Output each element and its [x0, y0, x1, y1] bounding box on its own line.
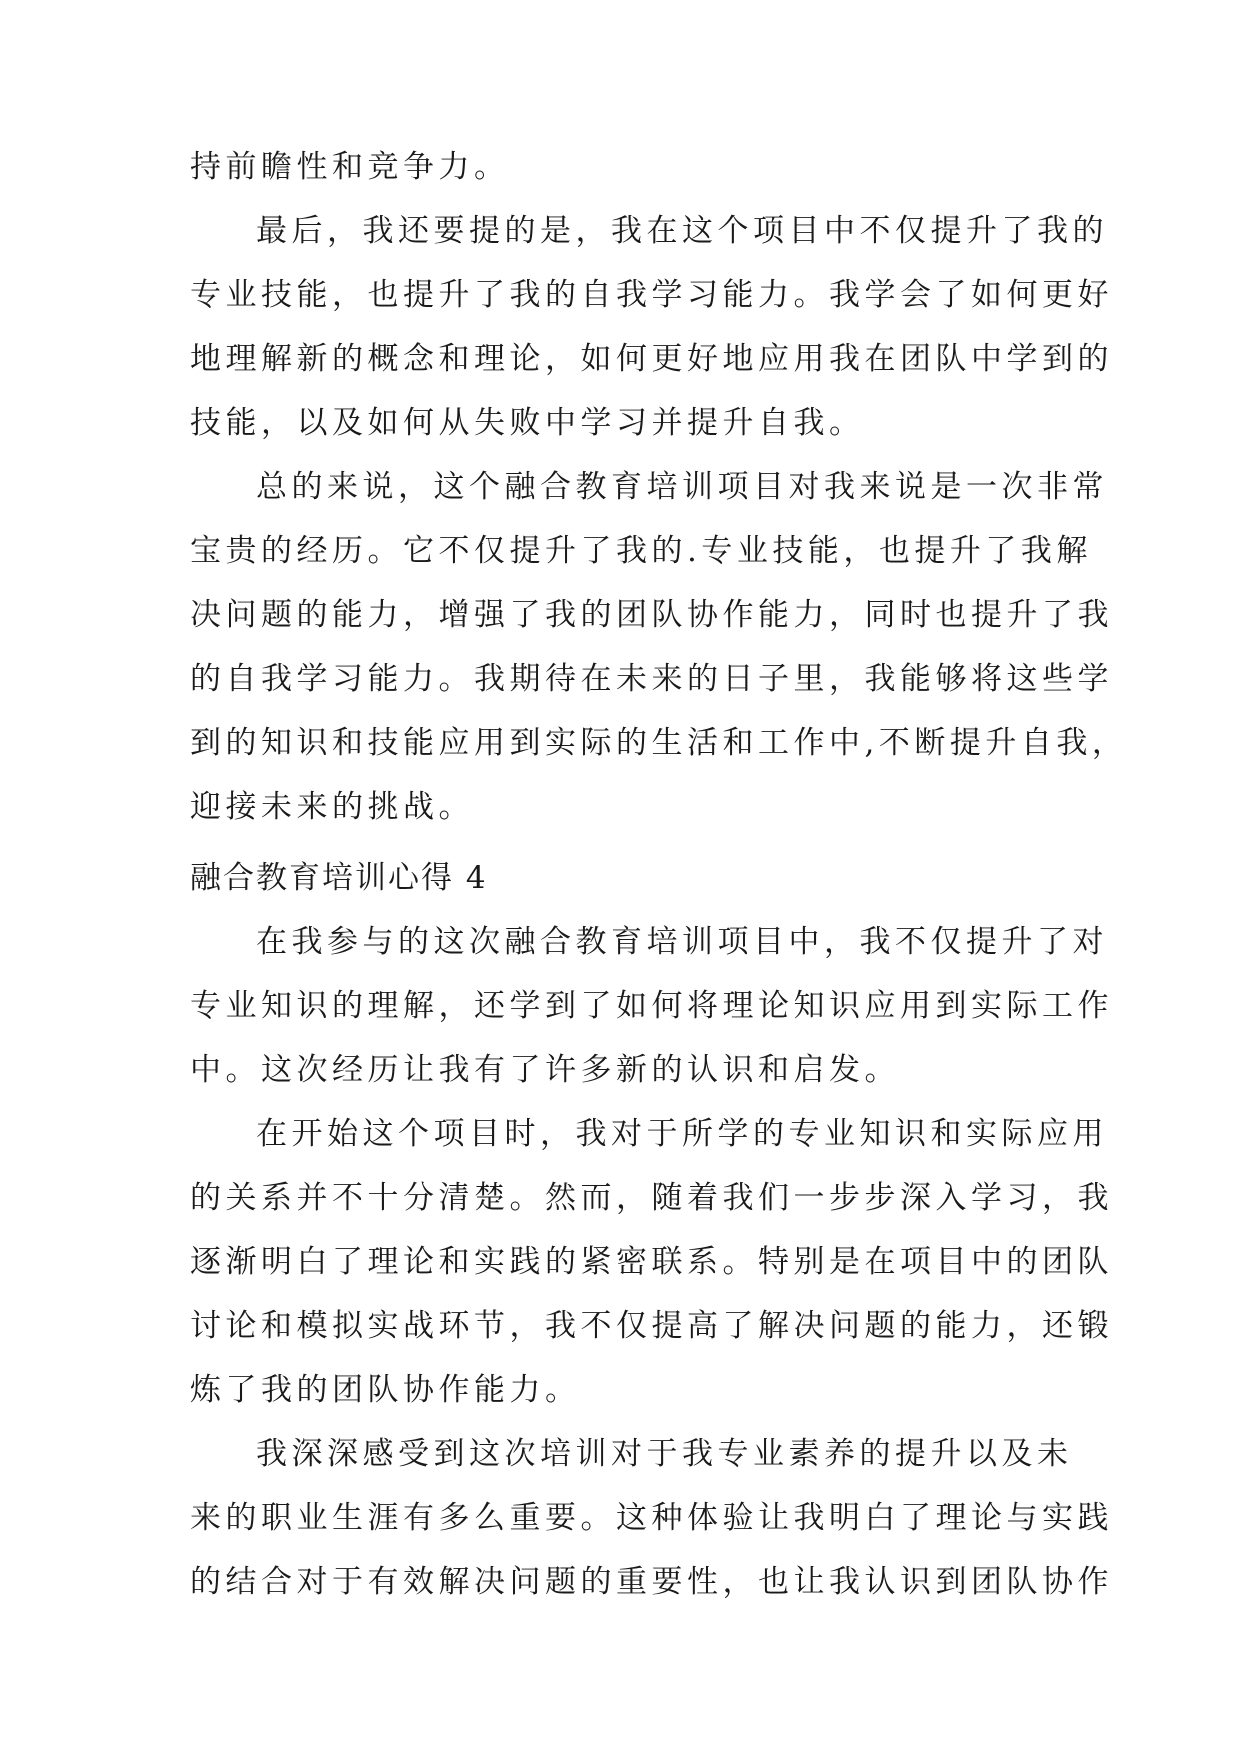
paragraph-line: 迎接未来的挑战。: [190, 789, 474, 825]
paragraph-line: 决问题的能力，增强了我的团队协作能力，同时也提升了我: [190, 597, 1113, 633]
paragraph-line: 的结合对于有效解决问题的重要性，也让我认识到团队协作: [190, 1564, 1113, 1600]
paragraph-line: 在我参与的这次融合教育培训项目中，我不仅提升了对: [256, 924, 1108, 960]
paragraph-line: 到的知识和技能应用到实际的生活和工作中,不断提升自我，: [190, 725, 1128, 761]
section-4-body: [190, 846, 1113, 1614]
paragraph-line: 总的来说，这个融合教育培训项目对我来说是一次非常: [256, 469, 1108, 505]
paragraph-line: 我深深感受到这次培训对于我专业素养的提升以及未: [256, 1436, 1073, 1472]
paragraph-line: 讨论和模拟实战环节，我不仅提高了解决问题的能力，还锻: [190, 1308, 1113, 1344]
paragraph-line: 最后，我还要提的是，我在这个项目中不仅提升了我的: [256, 213, 1108, 249]
paragraph-line: 炼了我的团队协作能力。: [190, 1372, 581, 1408]
paragraph-line: 逐渐明白了理论和实践的紧密联系。特别是在项目中的团队: [190, 1244, 1113, 1280]
paragraph-line: 宝贵的经历。它不仅提升了我的.专业技能，也提升了我解: [190, 533, 1092, 569]
paragraph-continuation-line: 持前瞻性和竞争力。: [190, 149, 510, 185]
paragraph-line: 的关系并不十分清楚。然而，随着我们一步步深入学习，我: [190, 1180, 1113, 1216]
paragraph-line: 的自我学习能力。我期待在未来的日子里，我能够将这些学: [190, 661, 1113, 697]
paragraph-line: 来的职业生涯有多么重要。这种体验让我明白了理论与实践: [190, 1500, 1113, 1536]
paragraph-line: 在开始这个项目时，我对于所学的专业知识和实际应用: [256, 1116, 1108, 1152]
previous-section-body: [190, 135, 1128, 839]
paragraph-line: 中。这次经历让我有了许多新的认识和启发。: [190, 1052, 900, 1088]
section-title: 融合教育培训心得 4: [190, 860, 488, 896]
paragraph-line: 地理解新的概念和理论，如何更好地应用我在团队中学到的: [190, 341, 1113, 377]
paragraph-line: 专业知识的理解，还学到了如何将理论知识应用到实际工作: [190, 988, 1113, 1024]
paragraph-line: 技能，以及如何从失败中学习并提升自我。: [190, 405, 865, 441]
paragraph-line: 专业技能，也提升了我的自我学习能力。我学会了如何更好: [190, 277, 1113, 313]
